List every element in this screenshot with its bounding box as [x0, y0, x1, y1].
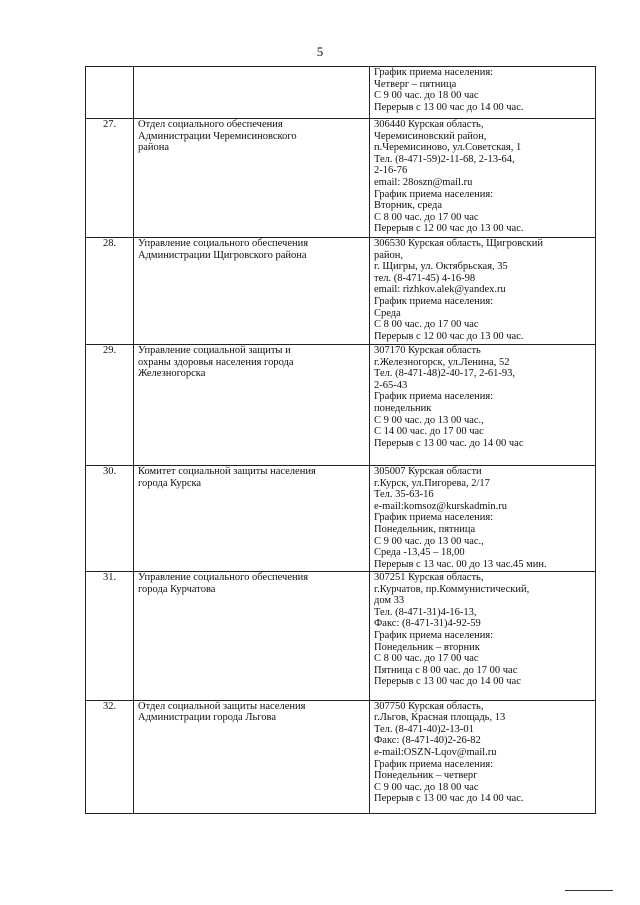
contact-info-line: e-mail:komsoz@kurskadmin.ru — [374, 500, 508, 512]
contact-info-line: тел. (8-471-45) 4-16-98 — [374, 272, 476, 284]
contact-info-line: Тел. (8-471-59)2-11-68, 2-13-64, — [374, 153, 515, 165]
organization-name-line: Комитет социальной защиты населения — [138, 466, 316, 477]
contact-info-line: График приема населения: — [374, 512, 494, 524]
contact-info-line: Тел. (8-471-31)4-16-13, — [374, 606, 477, 618]
contact-info-line: 305007 Курская области — [374, 466, 482, 477]
contact-info-line: Факс: (8-471-40)2-26-82 — [374, 735, 481, 747]
row-number: 31. — [86, 572, 134, 701]
contact-info-line: С 14 00 час. до 17 00 час — [374, 426, 484, 438]
contact-info-cell — [370, 67, 596, 119]
table-row — [86, 238, 596, 345]
contact-info-line: С 9 00 час. до 18 00 час — [374, 781, 479, 793]
organization-cell — [134, 67, 370, 119]
contact-info-line: С 9 00 час. до 18 00 час — [374, 90, 479, 102]
contact-info-line: С 8 00 час. до 17 00 час — [374, 653, 479, 665]
contact-info-line: С 9 00 час. до 13 00 час., — [374, 414, 484, 426]
organization-name-line: Администрации города Льгова — [138, 712, 277, 724]
contact-info-line: Тел. 35-63-16 — [374, 489, 434, 501]
contact-info-cell — [370, 238, 596, 345]
contact-info-line: email: rizhkov.alek@yandex.ru — [374, 284, 506, 296]
table-row — [86, 119, 596, 238]
contact-info-line: Пятница с 8 00 час. до 17 00 час — [374, 664, 518, 676]
contact-info-line: Тел. (8-471-48)2-40-17, 2-61-93, — [374, 368, 516, 380]
contact-info-line: График приема населения: — [374, 67, 494, 78]
organization-name-line: района — [138, 142, 170, 154]
row-number: 32. — [86, 700, 134, 813]
contact-info-line: График приема населения: — [374, 391, 494, 403]
contact-info-line: Перерыв с 13 00 час до 14 00 час. — [374, 793, 524, 805]
contact-info-line: 306440 Курская область, — [374, 119, 484, 130]
organization-name-line: Управление социального обеспечения — [138, 572, 309, 583]
table-row — [86, 466, 596, 572]
organization-name-line: Отдел социального обеспечения — [138, 119, 283, 130]
contact-info-line: С 8 00 час. до 17 00 час — [374, 319, 479, 331]
contact-info-cell — [370, 345, 596, 466]
contact-info-line: понедельник — [374, 402, 432, 414]
contact-info-line: дом 33 — [374, 595, 405, 607]
contact-info-line: Перерыв с 13 00 час до 14 00 час — [374, 676, 521, 688]
contact-info-line: График приема населения: — [374, 295, 494, 307]
organization-cell — [134, 466, 370, 572]
contact-info-line: Среда -13,45 – 18,00 — [374, 547, 465, 559]
contact-info-line: График приема населения: — [374, 188, 494, 200]
contact-info-line: Вторник, среда — [374, 200, 442, 212]
contact-info-line — [374, 449, 591, 461]
contact-info-line: Понедельник – четверг — [374, 770, 478, 782]
contact-info-line: Понедельник, пятница — [374, 523, 476, 535]
table-row — [86, 67, 596, 119]
contact-info-line: График приема населения: — [374, 758, 494, 770]
contact-info-line: 2-65-43 — [374, 379, 408, 391]
contact-info-line: Четверг – пятница — [374, 78, 457, 90]
contact-info-line: Понедельник – вторник — [374, 641, 480, 653]
contact-info-line: Факс: (8-471-31)4-92-59 — [374, 618, 481, 630]
footer-rule — [565, 890, 613, 891]
organization-name-line: Отдел социальной защиты населения — [138, 700, 306, 712]
contact-info-line: Среда — [374, 307, 401, 319]
contact-info-cell — [370, 700, 596, 813]
contact-info-line: Перерыв с 13 час. 00 до 13 час.45 мин. — [374, 558, 547, 570]
organization-name-line: Администрации Черемисиновского — [138, 130, 297, 142]
contact-info-line: email: 28oszn@mail.ru — [374, 176, 473, 188]
contact-info-cell — [370, 119, 596, 238]
contact-info-cell — [370, 466, 596, 572]
row-number: 30. — [86, 466, 134, 572]
table-row — [86, 700, 596, 813]
contact-info-line: Перерыв с 12 00 час до 13 00 час. — [374, 223, 524, 235]
organization-cell — [134, 119, 370, 238]
organization-cell — [134, 572, 370, 701]
contact-info-line: п.Черемисиново, ул.Советская, 1 — [374, 142, 522, 154]
contact-info-line: С 8 00 час. до 17 00 час — [374, 211, 479, 223]
contact-info-line: Черемисиновский район, — [374, 130, 487, 142]
organization-name-line: Администрации Щигровского района — [138, 249, 307, 261]
contact-info-line: Перерыв с 13 00 час. до 14 00 час — [374, 437, 524, 449]
contact-info-line: г.Льгов, Красная площадь, 13 — [374, 712, 506, 724]
contact-info-line: г. Щигры, ул. Октябрьская, 35 — [374, 261, 508, 273]
organization-name-line: Управление социального обеспечения — [138, 238, 309, 249]
organization-name-line: города Курска — [138, 477, 202, 489]
table-row — [86, 572, 596, 701]
contact-info-cell — [370, 572, 596, 701]
row-number — [86, 67, 134, 119]
contact-info-line: e-mail:OSZN-Lqov@mail.ru — [374, 746, 497, 758]
row-number: 29. — [86, 345, 134, 466]
contact-info-line: 307251 Курская область, — [374, 572, 484, 583]
contact-info-line: График приема населения: — [374, 629, 494, 641]
contact-info-line: 306530 Курская область, Щигровский — [374, 238, 543, 249]
organization-cell — [134, 700, 370, 813]
contact-info-line: район, — [374, 249, 404, 261]
contact-info-line: г.Курчатов, пр.Коммунистический, — [374, 583, 530, 595]
contacts-table — [85, 66, 596, 814]
contact-info-line: г.Курск, ул.Пигорева, 2/17 — [374, 477, 490, 489]
organization-name-line: Железногорска — [138, 368, 206, 380]
organization-name-line: Управление социальной защиты и — [138, 345, 291, 356]
row-number: 28. — [86, 238, 134, 345]
contact-info-line: Тел. (8-471-40)2-13-01 — [374, 723, 474, 735]
contact-info-line: 2-16-76 — [374, 165, 408, 177]
contact-info-line: С 9 00 час. до 13 00 час., — [374, 535, 484, 547]
page-number: 5 — [316, 44, 324, 59]
row-number: 27. — [86, 119, 134, 238]
contact-info-line: 307170 Курская область — [374, 345, 481, 356]
contact-info-line: Перерыв с 13 00 час до 14 00 час. — [374, 101, 524, 113]
contact-info-line: Перерыв с 12 00 час до 13 00 час. — [374, 330, 524, 342]
organization-cell — [134, 238, 370, 345]
contact-info-line: г.Железногорск, ул.Ленина, 52 — [374, 356, 510, 368]
table-row — [86, 345, 596, 466]
organization-cell — [134, 345, 370, 466]
organization-name-line: охраны здоровья населения города — [138, 356, 294, 368]
organization-name-line: города Курчатова — [138, 583, 216, 595]
contact-info-line — [374, 688, 591, 700]
contact-info-line: 307750 Курская область, — [374, 700, 484, 712]
